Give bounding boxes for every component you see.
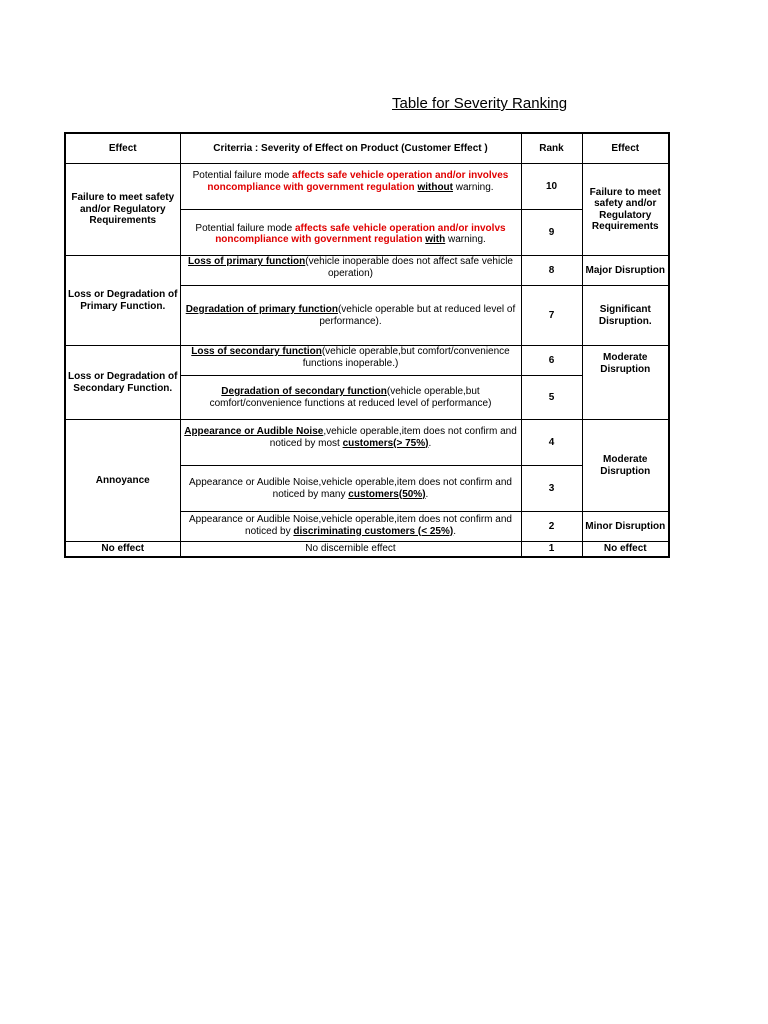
criteria-emphasis: Degradation of primary function bbox=[185, 304, 338, 315]
severity-table bbox=[64, 132, 670, 558]
effect-right-significant: Significant Disruption. bbox=[582, 286, 669, 346]
criteria-emphasis: discriminating customers (< 25%) bbox=[293, 525, 454, 537]
criteria-text: (vehicle operable,but comfort/convenience functions inoperable.) bbox=[302, 346, 510, 369]
rank-cell: 2 bbox=[521, 512, 582, 542]
rank-cell: 6 bbox=[521, 346, 582, 376]
effect-right-no-effect: No effect bbox=[582, 542, 669, 557]
effect-right-major: Major Disruption bbox=[582, 256, 669, 286]
criteria-emphasis: customers(> 75%) bbox=[342, 437, 429, 449]
rank-cell: 3 bbox=[521, 466, 582, 512]
criteria-cell bbox=[180, 286, 521, 346]
criteria-emphasis: Loss of primary function bbox=[188, 256, 306, 267]
effect-right-moderate: Moderate Disruption bbox=[582, 346, 669, 420]
rank-cell: 4 bbox=[521, 420, 582, 466]
group-annoyance: Annoyance bbox=[65, 420, 180, 542]
criteria-text: (vehicle inoperable does not affect safe vehicle operation) bbox=[305, 256, 513, 279]
effect-right-safety: Failure to meet safety and/or Regulatory Requirements bbox=[582, 164, 669, 256]
rank-cell: 5 bbox=[521, 376, 582, 420]
criteria-emphasis: Degradation of secondary function bbox=[221, 386, 387, 397]
criteria-cell bbox=[180, 420, 521, 466]
table-row bbox=[65, 346, 669, 376]
criteria-cell bbox=[180, 376, 521, 420]
header-effect: Effect bbox=[65, 133, 180, 164]
criteria-emphasis: Loss of secondary function bbox=[191, 346, 322, 357]
group-secondary: Loss or Degradation of Secondary Function. bbox=[65, 346, 180, 420]
header-criteria: Criterria : Severity of Effect on Product (Customer Effect ) bbox=[180, 133, 521, 164]
criteria-cell bbox=[180, 512, 521, 542]
table-header-row bbox=[65, 133, 669, 164]
criteria-text: . bbox=[453, 525, 456, 537]
criteria-text: ,vehicle operable,item does not confirm and noticed by most bbox=[269, 426, 517, 449]
criteria-cell: No discernible effect bbox=[180, 542, 521, 557]
criteria-highlight: affects safe vehicle operation and/or involvs noncompliance with government regulation bbox=[215, 222, 506, 245]
rank-cell: 9 bbox=[521, 210, 582, 256]
rank-cell: 10 bbox=[521, 164, 582, 210]
criteria-cell bbox=[180, 164, 521, 210]
criteria-cell bbox=[180, 256, 521, 286]
criteria-cell bbox=[180, 466, 521, 512]
criteria-highlight: affects safe vehicle operation and/or involves noncompliance with government regulation bbox=[207, 170, 509, 193]
table-row bbox=[65, 164, 669, 210]
rank-cell: 8 bbox=[521, 256, 582, 286]
criteria-text: Potential failure mode bbox=[192, 170, 293, 181]
group-primary: Loss or Degradation of Primary Function. bbox=[65, 256, 180, 346]
criteria-cell bbox=[180, 210, 521, 256]
rank-cell: 1 bbox=[521, 542, 582, 557]
criteria-emphasis: Appearance or Audible Noise bbox=[184, 426, 324, 437]
criteria-text: Appearance or Audible Noise,vehicle operable,item does not confirm and noticed by bbox=[189, 514, 512, 537]
criteria-emphasis: customers(50%) bbox=[348, 488, 426, 500]
criteria-text: (vehicle operable but at reduced level of performance). bbox=[319, 304, 516, 327]
group-safety: Failure to meet safety and/or Regulatory Requirements bbox=[65, 164, 180, 256]
criteria-text: Appearance or Audible Noise,vehicle operable,item does not confirm and noticed by many bbox=[189, 477, 512, 500]
table-row bbox=[65, 256, 669, 286]
criteria-text: Potential failure mode bbox=[195, 222, 295, 234]
header-effect-right: Effect bbox=[582, 133, 669, 164]
table-row bbox=[65, 542, 669, 557]
rank-cell: 7 bbox=[521, 286, 582, 346]
criteria-cell bbox=[180, 346, 521, 376]
effect-right-moderate-2: Moderate Disruption bbox=[582, 420, 669, 512]
effect-right-minor: Minor Disruption bbox=[582, 512, 669, 542]
header-rank: Rank bbox=[521, 133, 582, 164]
criteria-text: . bbox=[425, 488, 429, 500]
criteria-text: . bbox=[428, 437, 432, 449]
page-title: Table for Severity Ranking bbox=[392, 95, 568, 112]
table-row bbox=[65, 420, 669, 466]
criteria-text: warning. bbox=[453, 181, 494, 193]
criteria-text: warning. bbox=[445, 234, 486, 245]
criteria-emphasis: without bbox=[417, 181, 453, 193]
criteria-emphasis: with bbox=[425, 234, 446, 245]
criteria-text: (vehicle operable,but comfort/convenience functions at reduced level of performance) bbox=[209, 386, 492, 409]
group-no-effect: No effect bbox=[65, 542, 180, 557]
